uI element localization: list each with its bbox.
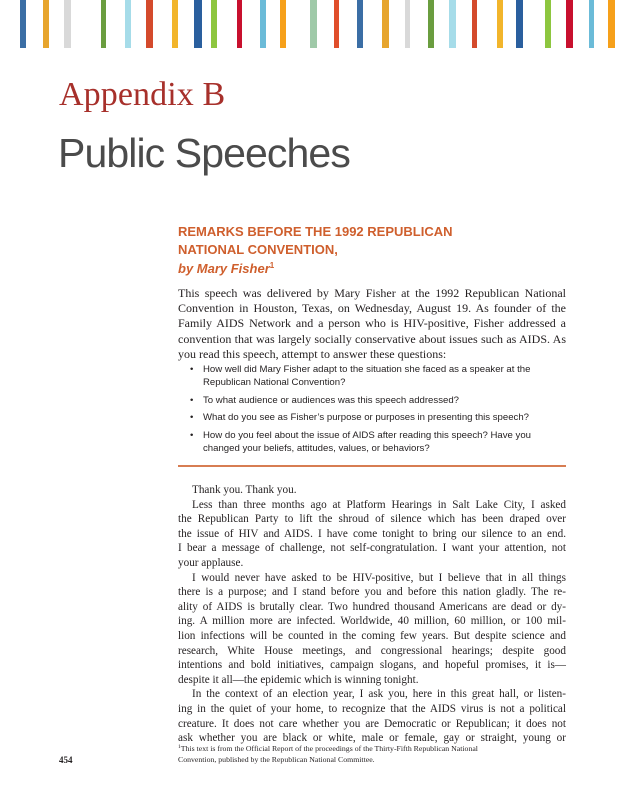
speech-line: intentions and bold initiatives, campaign slogans, and hopeful promises, it is— [178,659,566,672]
appendix-label: Appendix B [59,76,226,113]
list-item [190,411,570,424]
speech-line: lion infections will be counted in the coming few years. But despite science and [178,629,566,642]
stripe-bar [260,0,266,48]
intro-line: Family AIDS Network and a person who is HIV-positive, Fisher addressed a [178,316,566,331]
question-line: To what audience or audiences was this speech addressed? [203,394,459,406]
stripe-bar [608,0,615,48]
question-line: changed your beliefs, attitudes, values, or behaviors? [203,442,430,454]
footnote-text: This text is from the Official Report of the proceedings of the Thirty-Fifth Republican National [180,744,478,753]
question-line: What do you see as Fisher’s purpose or purposes in presenting this speech? [203,412,530,423]
intro-line: you read this speech, attempt to answer these questions: [178,346,447,361]
page-number: 454 [59,755,73,765]
stripe-bar [43,0,49,48]
speech-line: I bear a message of challenge, not self-congratulation. I want your attention, not [178,542,566,555]
footnote [178,744,578,766]
speech-body [178,483,566,746]
speech-title-line: REMARKS BEFORE THE 1992 REPUBLICAN [178,224,453,239]
speech-line: ing. A million more are infected. Worldwide, 40 million, 60 million, or 100 mil- [178,615,566,628]
stripe-bar [146,0,153,48]
speech-line: creature. It does not care whether you are Democratic or Republican; it does not [178,717,566,730]
speech-line: despite it all—the epidemic which is winning tonight. [178,673,419,686]
intro-line: Convention in Houston, Texas, on Wednesday, August 19. As founder of the [178,301,566,316]
speech-line: ing in the quiet of your home, to recognize that the AIDS virus is not a political [178,702,566,715]
stripe-bar [280,0,286,48]
decorative-stripe-header [0,0,633,48]
footnote-marker: 1 [269,261,275,270]
intro-line: convention that was largely socially conservative about issues such as AIDS. As [178,331,566,346]
speech-line: I would never have asked to be HIV-positive, but I believe that in all things [192,571,566,584]
stripe-bar [516,0,523,48]
stripe-bar [405,0,410,48]
stripe-bar [172,0,178,48]
stripe-bar [357,0,363,48]
footnote-marker: 1 [178,744,181,750]
footnote-line: Convention, published by the Republican National Committee. [178,754,375,764]
stripe-bar [382,0,389,48]
stripe-bar [237,0,242,48]
speech-line: research, White House meetings, and congressional hearings; despite good [178,644,566,657]
question-line: How well did Mary Fisher adapt to the situation she faced as a speaker at the [203,364,531,375]
stripe-bar [449,0,456,48]
stripe-bar [428,0,434,48]
intro-paragraph [178,286,566,362]
stripe-bar [194,0,202,48]
speech-line: your applause. [178,556,244,569]
bullet-icon: • [190,394,194,406]
stripe-bar [125,0,131,48]
bullet-icon: • [190,412,194,423]
speech-line: In the context of an election year, I ask you, here in this great hall, or listen- [192,688,566,701]
speech-line: there is a purpose; and I stand before you and before this nation gladly. The re- [178,586,566,599]
speech-line: ality of AIDS is brutally clear. Two hundred thousand Americans are dead or dy- [178,600,566,613]
speech-line: the Republican Party to lift the shroud of silence which has been draped over [178,513,566,526]
stripe-bar [211,0,217,48]
speech-title-line: NATIONAL CONVENTION, [178,242,338,257]
bullet-icon: • [190,429,194,441]
speech-line: ask whether you are black or white, male or female, gay or straight, young or [178,732,566,745]
chapter-title: Public Speeches [58,130,350,176]
speech-line: the issue of HIV and AIDS. I have come tonight to bring our silence to an end. [178,527,566,540]
speech-byline [178,260,274,278]
list-item [190,363,570,389]
list-item [190,394,570,407]
stripe-bar [310,0,317,48]
stripe-bar [497,0,503,48]
study-questions-list [190,363,570,459]
stripe-bar [589,0,594,48]
section-divider [178,465,566,467]
stripe-bar [566,0,573,48]
bullet-icon: • [190,364,194,375]
stripe-bar [545,0,551,48]
stripe-bar [472,0,477,48]
list-item [190,429,570,455]
speech-title [178,223,568,259]
question-line: Republican National Convention? [203,377,346,388]
stripe-bar [20,0,26,48]
stripe-bar [64,0,71,48]
stripe-bar [101,0,106,48]
stripe-bar [334,0,339,48]
speech-line: Thank you. Thank you. [192,484,297,496]
question-line: How do you feel about the issue of AIDS after reading this speech? Have you [203,429,531,441]
footnote-line [178,744,578,755]
speech-line: Less than three months ago at Platform Hearings in Salt Lake City, I asked [192,498,566,511]
byline-text: by Mary Fisher [178,261,270,276]
intro-line: This speech was delivered by Mary Fisher at the 1992 Republican National [178,286,566,300]
